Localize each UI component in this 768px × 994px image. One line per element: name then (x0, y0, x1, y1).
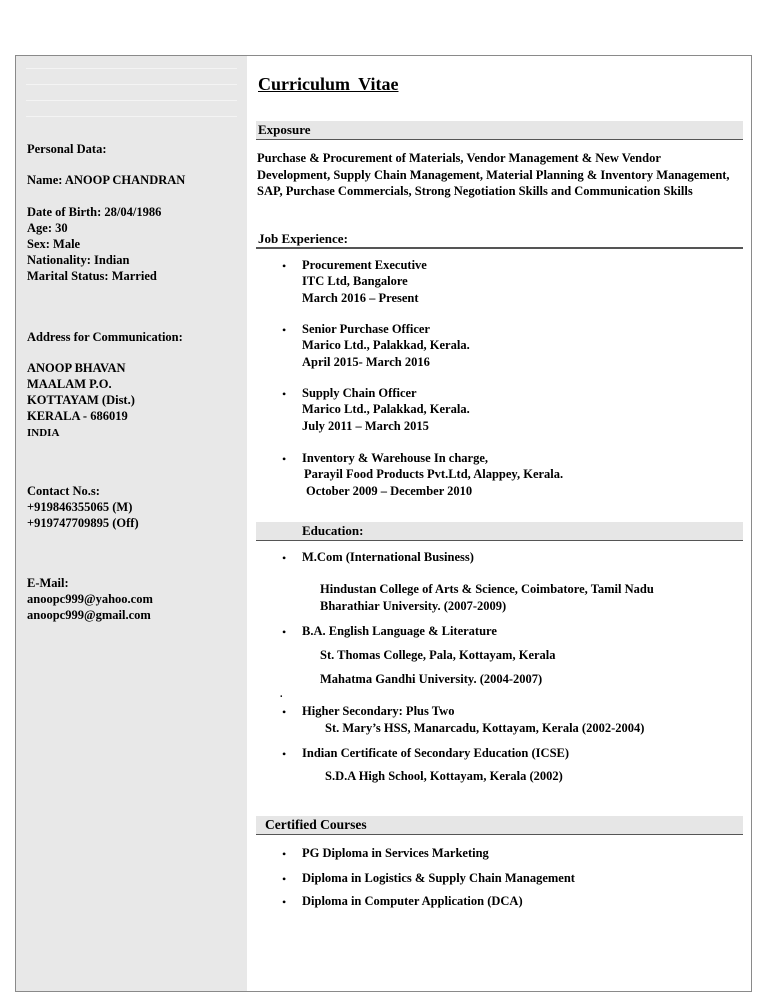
bullet-icon: • (282, 847, 287, 861)
education-institution: St. Thomas College, Pala, Kottayam, Kerala (320, 648, 556, 662)
email-address: anoopc999@yahoo.com (27, 592, 153, 606)
course-item: PG Diploma in Services Marketing (302, 846, 489, 860)
job-company: Marico Ltd., Palakkad, Kerala. (302, 402, 470, 417)
course-item: Diploma in Logistics & Supply Chain Management (302, 871, 575, 885)
job-entry (302, 450, 563, 499)
address-line: KERALA - 686019 (27, 409, 128, 423)
address-line: KOTTAYAM (Dist.) (27, 393, 135, 407)
sex: Sex: Male (27, 237, 81, 251)
education-institution: Hindustan College of Arts & Science, Coimbatore, Tamil Nadu (320, 582, 654, 596)
education-heading: Education: (256, 522, 743, 541)
section-divider (256, 247, 743, 249)
bullet-icon: • (282, 895, 287, 909)
bullet-icon: • (282, 452, 287, 466)
address-line: ANOOP BHAVAN (27, 361, 126, 375)
education-degree: Indian Certificate of Secondary Education (ICSE) (302, 746, 570, 760)
stray-dot: . (280, 689, 283, 700)
phone-mobile: +919846355065 (M) (27, 500, 133, 514)
course-item: Diploma in Computer Application (DCA) (302, 894, 523, 908)
sidebar-rule (26, 68, 237, 69)
job-period: October 2009 – December 2010 (306, 483, 473, 498)
job-company: ITC Ltd, Bangalore (302, 274, 408, 289)
address-heading: Address for Communication: (27, 330, 183, 344)
job-role: Senior Purchase Officer (302, 322, 430, 336)
bullet-icon: • (282, 387, 287, 401)
job-company: Parayil Food Products Pvt.Ltd, Alappey, Kerala. (304, 467, 564, 482)
age: Age: 30 (27, 221, 68, 235)
bullet-icon: • (282, 259, 287, 273)
bullet-icon: • (282, 872, 287, 886)
job-role: Procurement Executive (302, 258, 427, 272)
education-degree: Higher Secondary: Plus Two (302, 704, 455, 718)
education-degree: B.A. English Language & Literature (302, 624, 497, 638)
job-role: Inventory & Warehouse In charge, (302, 451, 488, 465)
page-title: Curriculum Vitae (258, 74, 399, 94)
email-address: anoopc999@gmail.com (27, 608, 151, 622)
job-period: April 2015- March 2016 (302, 354, 430, 369)
address-line: INDIA (27, 427, 60, 439)
job-company: Marico Ltd., Palakkad, Kerala. (302, 338, 470, 353)
candidate-name: Name: ANOOP CHANDRAN (27, 173, 186, 187)
bullet-icon: • (282, 551, 287, 565)
sidebar-rule (26, 116, 237, 117)
job-period: March 2016 – Present (302, 290, 419, 305)
education-degree: M.Com (International Business) (302, 550, 474, 564)
date-of-birth: Date of Birth: 28/04/1986 (27, 205, 162, 219)
education-university: Bharathiar University. (2007-2009) (320, 599, 507, 613)
bullet-icon: • (282, 625, 287, 639)
certified-courses-heading: Certified Courses (256, 816, 743, 835)
education-institution: St. Mary’s HSS, Manarcadu, Kottayam, Kerala (2002-2004) (325, 721, 645, 735)
email-heading: E-Mail: (27, 576, 69, 590)
job-entry (302, 385, 470, 434)
job-experience-heading: Job Experience: (258, 231, 348, 246)
job-role: Supply Chain Officer (302, 386, 417, 400)
exposure-text: Purchase & Procurement of Materials, Vendor Management & New Vendor Development, Supply Chain Management, Material Planning & Inventory Management, SAP, Purchase Commercials, Strong Negotiation Skills and Communication Skills (257, 151, 730, 198)
education-institution: S.D.A High School, Kottayam, Kerala (2002) (325, 769, 563, 783)
phone-office: +919747709895 (Off) (27, 516, 139, 530)
nationality: Nationality: Indian (27, 253, 130, 267)
education-university: Mahatma Gandhi University. (2004-2007) (320, 672, 543, 686)
exposure-heading: Exposure (256, 121, 743, 140)
marital-status: Marital Status: Married (27, 269, 157, 283)
sidebar-rule (26, 100, 237, 101)
contact-heading: Contact No.s: (27, 484, 100, 498)
job-period: July 2011 – March 2015 (302, 418, 429, 433)
bullet-icon: • (282, 747, 287, 761)
job-entry (302, 257, 427, 306)
job-entry (302, 321, 470, 370)
address-line: MAALAM P.O. (27, 377, 112, 391)
bullet-icon: • (282, 323, 287, 337)
bullet-icon: • (282, 705, 287, 719)
sidebar-rule (26, 84, 237, 85)
personal-data-heading: Personal Data: (27, 142, 107, 156)
